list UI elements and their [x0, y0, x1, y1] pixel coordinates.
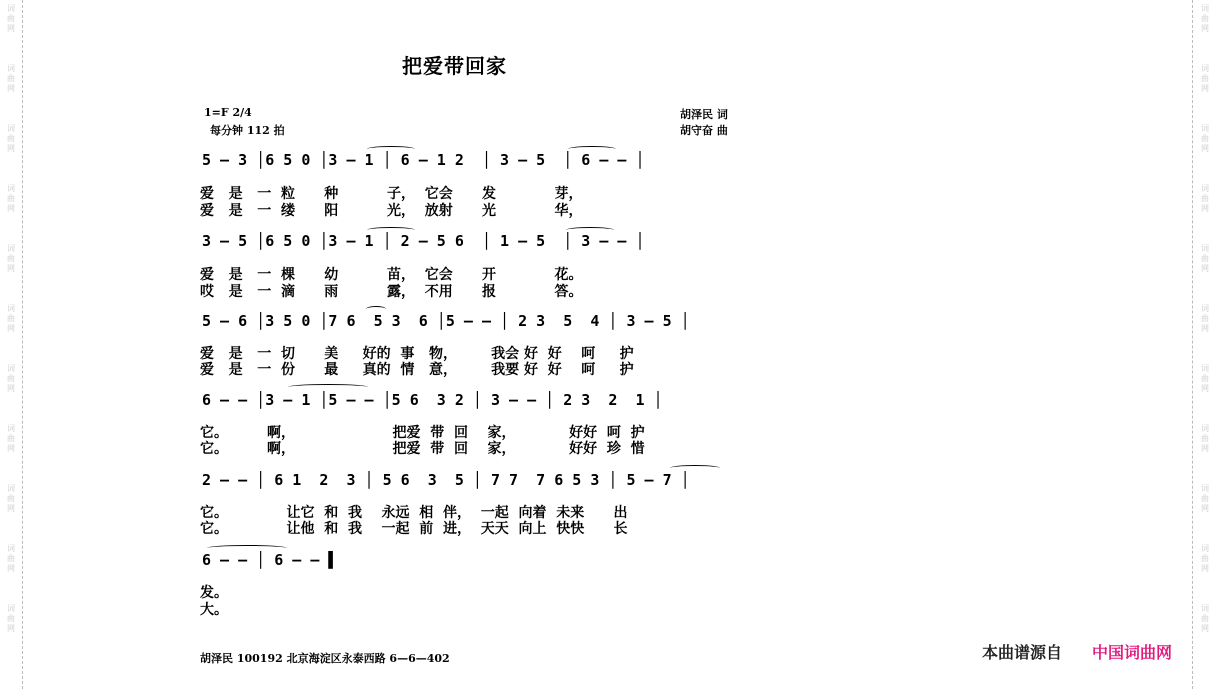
watermark-text: 词 曲 网: [7, 424, 15, 453]
score-line-3: 5 — 6 │3 5 0 │7 6 5 3 6 │5 — — │ 2 3 5 4 │ 3 — 5 │: [202, 312, 690, 330]
watermark-text: 词 曲 网: [7, 304, 15, 333]
lyric-line-6b: 大。: [200, 602, 228, 618]
watermark-text: 词 曲 网: [1201, 484, 1209, 513]
lyric-line-5a: 它。 让它 和 我 永远 相 伴， 一起 向着 未来 出: [200, 505, 628, 521]
lyric-line-6a: 发。: [200, 585, 228, 601]
lyric-line-1b: 爱 是 一 缕 阳 光， 放射 光 华，: [200, 203, 583, 219]
watermark-text: 词 曲 网: [1201, 604, 1209, 633]
lyric-line-2a: 爱 是 一 棵 幼 苗， 它会 开 花。: [200, 267, 583, 283]
lyric-line-3b: 爱 是 一 份 最 真的 情 意， 我要 好 好 呵 护: [200, 362, 634, 378]
address-footer: 胡泽民 100192 北京海淀区永泰西路 6—6—402: [200, 652, 450, 665]
lyric-line-5b: 它。 让他 和 我 一起 前 进， 天天 向上 快快 长: [200, 521, 628, 537]
left-border: [22, 0, 23, 689]
slur-mark: [207, 545, 287, 551]
song-title: 把爱带回家: [402, 54, 507, 78]
tempo: 每分钟 112 拍: [210, 124, 285, 137]
watermark-text: 词 曲 网: [7, 484, 15, 513]
slur-mark: [288, 384, 368, 390]
watermark-text: 词 曲 网: [1201, 184, 1209, 213]
slur-mark: [367, 227, 415, 233]
score-line-4: 6 — — │3 — 1 │5 — — │5 6 3 2 │ 3 — — │ 2 3 2 1 │: [202, 391, 663, 409]
source-site-link[interactable]: 中国词曲网: [1092, 643, 1173, 662]
slur-mark: [566, 227, 614, 233]
lyric-line-4a: 它。 啊， 把爱 带 回 家， 好好 呵 护: [200, 425, 645, 441]
watermark-text: 词 曲 网: [1201, 424, 1209, 453]
watermark-text: 词 曲 网: [7, 184, 15, 213]
score-line-5: 2 — — │ 6 1 2 3 │ 5 6 3 5 │ 7 7 7 6 5 3 │ 5 — 7 │: [202, 471, 690, 489]
slur-mark: [366, 306, 386, 312]
lyric-line-1a: 爱 是 一 粒 种 子， 它会 发 芽，: [200, 186, 583, 202]
watermark-text: 词 曲 网: [1201, 304, 1209, 333]
score-line-1: 5 — 3 │6 5 0 │3 — 1 │ 6 — 1 2 │ 3 — 5 │ 6 — — │: [202, 151, 645, 169]
watermark-text: 词 曲 网: [1201, 544, 1209, 573]
watermark-text: 词 曲 网: [7, 544, 15, 573]
lyricist: 胡泽民 词: [680, 108, 728, 121]
watermark-text: 词 曲 网: [7, 64, 15, 93]
watermark-text: 词 曲 网: [1201, 4, 1209, 33]
watermark-text: 词 曲 网: [1201, 64, 1209, 93]
watermark-text: 词 曲 网: [7, 364, 15, 393]
lyric-line-2b: 哎 是 一 滴 雨 露， 不用 报 答。: [200, 284, 583, 300]
slur-mark: [670, 465, 720, 471]
lyric-line-3a: 爱 是 一 切 美 好的 事 物， 我会 好 好 呵 护: [200, 346, 634, 362]
lyric-line-4b: 它。 啊， 把爱 带 回 家， 好好 珍 惜: [200, 441, 645, 457]
score-line-6: 6 — — │ 6 — — ▌: [202, 551, 338, 569]
source-label: 本曲谱源自: [982, 643, 1063, 662]
watermark-text: 词 曲 网: [7, 124, 15, 153]
slur-mark: [367, 146, 415, 152]
key-signature: 1=F 2/4: [204, 106, 252, 119]
watermark-text: 词 曲 网: [7, 604, 15, 633]
score-line-2: 3 — 5 │6 5 0 │3 — 1 │ 2 — 5 6 │ 1 — 5 │ 3 — — │: [202, 232, 645, 250]
composer: 胡守奋 曲: [680, 124, 728, 137]
watermark-text: 词 曲 网: [1201, 124, 1209, 153]
watermark-text: 词 曲 网: [1201, 364, 1209, 393]
right-border: [1192, 0, 1193, 689]
watermark-text: 词 曲 网: [1201, 244, 1209, 273]
watermark-text: 词 曲 网: [7, 4, 15, 33]
slur-mark: [568, 146, 616, 152]
watermark-text: 词 曲 网: [7, 244, 15, 273]
